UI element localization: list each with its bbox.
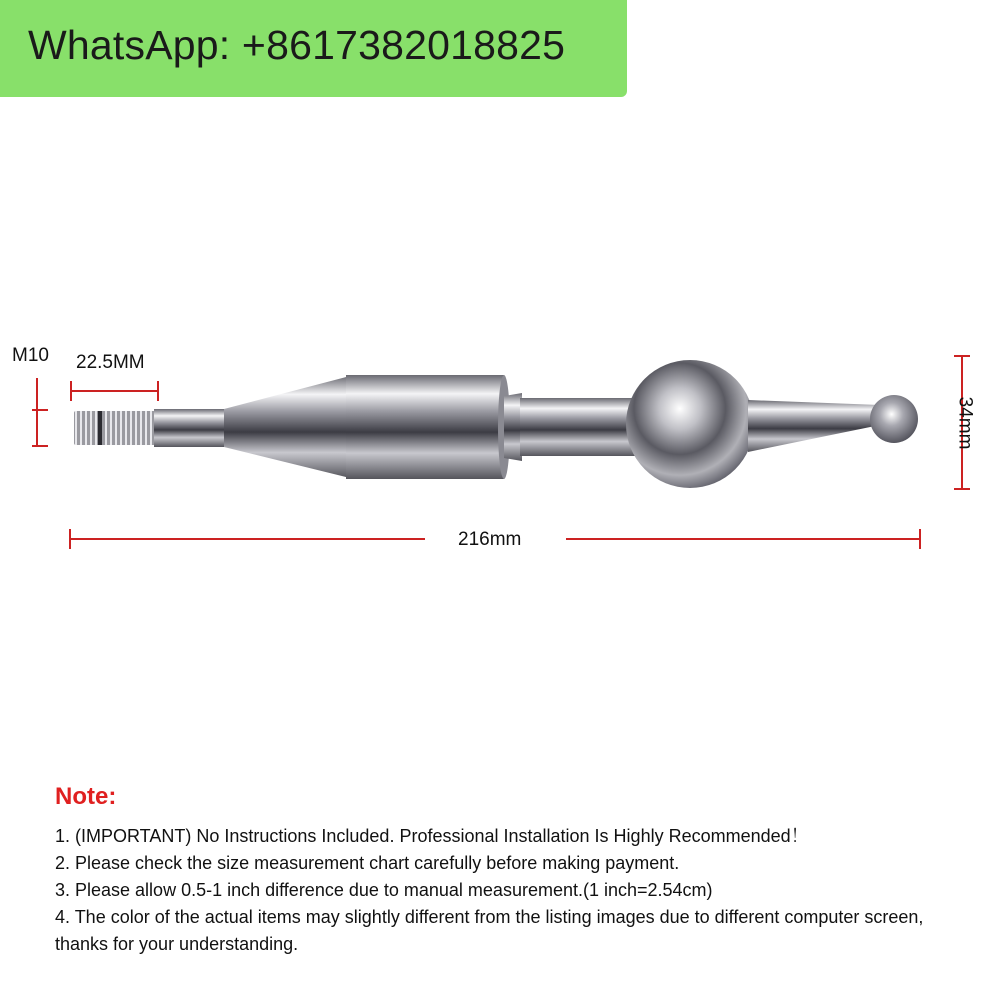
rod-shaft	[154, 409, 226, 447]
rod-collar	[504, 393, 522, 461]
rod-cylinder	[346, 375, 504, 479]
whatsapp-contact-text: WhatsApp: +8617382018825	[28, 22, 566, 68]
rod-mid-shaft	[520, 398, 636, 456]
shifter-image	[0, 300, 1000, 560]
note-section	[55, 783, 975, 958]
note-line-2: 2. Please check the size measurement chart carefully before making payment.	[55, 853, 680, 873]
ball-diameter-label: 34mm	[954, 396, 976, 450]
note-title: Note:	[55, 783, 117, 810]
thread-length-label: 22.5MM	[76, 352, 145, 373]
large-ball	[626, 360, 754, 488]
total-length-label: 216mm	[458, 529, 522, 550]
thread-size-label: M10	[12, 345, 49, 366]
note-line-3: 3. Please allow 0.5-1 inch difference due to manual measurement.(1 inch=2.54cm)	[55, 880, 713, 900]
note-line-1: 1. (IMPORTANT) No Instructions Included. Professional Installation Is Highly Recommended！	[55, 826, 809, 846]
rod-tip-taper	[748, 400, 880, 452]
small-ball	[870, 395, 918, 443]
note-line-4: 4. The color of the actual items may slightly different from the listing images due to different computer screen, thanks for your understanding.	[55, 907, 924, 954]
whatsapp-banner	[0, 0, 627, 97]
thread-groove	[98, 411, 102, 445]
thread-section	[74, 411, 156, 445]
rod-cone	[224, 376, 350, 478]
product-diagram	[0, 300, 1000, 560]
